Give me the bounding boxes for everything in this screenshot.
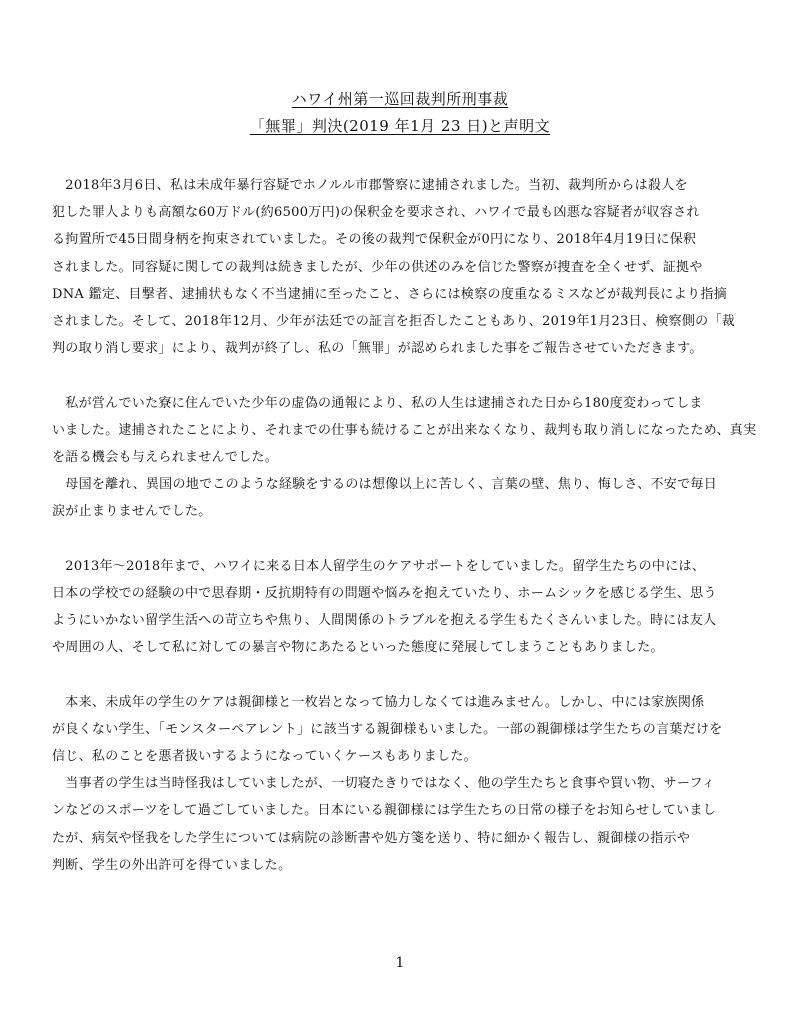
paragraph-gap [52,661,752,688]
text-line: されました。同容疑に関しての裁判は続きましたが、少年の供述のみを信じた警察が捜査を全くせず、証拠や [52,259,703,275]
paragraph-4 [52,689,752,879]
text-line: 信じ、私のことを悪者扱いするようになっていくケースもありました。 [52,748,477,764]
text-line: いました。逮捕されたことにより、それまでの仕事も続けることが出来なくなり、裁判も取り消しになったため、真実 [52,422,757,438]
title-line-1: ハワイ州第一巡回裁判所刑事裁 [291,90,509,108]
text-line: 母国を離れ、異国の地でこのような経験をするのは想像以上に苦しく、言葉の壁、焦り、悔しさ、不安で毎日 [52,477,718,493]
text-line: 判の取り消し要求」により、裁判が終了し、私の「無罪」が認められました事をご報告させていただきます。 [52,341,703,357]
text-line: 犯した罪人よりも高額な60万ドル(約6500万円)の保釈金を要求され、ハワイで最も凶悪な容疑者が収容され [52,205,700,221]
paragraph-gap [52,362,752,389]
text-line: 日本の学校での経験の中で思春期・反抗期特有の問題や悩みを抱えていたり、ホームシックを感じる学生、思う [52,585,717,601]
text-line: ンなどのスポーツをして過ごしていました。日本にいる親御様には学生たちの日常の様子をお知らせしていまし [52,803,717,819]
text-line: 当事者の学生は当時怪我はしていましたが、一切寝たきりではなく、他の学生たちと食事や買い物、サーフィ [52,776,716,792]
paragraph-1 [52,172,752,362]
text-line: る拘置所で45日間身柄を拘束されていました。その後の裁判で保釈金が0円になり、2018年4月19日に保釈 [52,232,697,248]
text-line: や周囲の人、そして私に対しての暴言や物にあたるといった態度に発展してしまうこともありました。 [52,640,664,656]
text-line: DNA 鑑定、目撃者、逮捕状もなく不当逮捕に至ったこと、さらには検察の度重なるミスなどが裁判長により指摘 [52,286,727,302]
text-line: ようにいかない留学生活への苛立ちや焦り、人間関係のトラブルを抱える学生もたくさんいました。時には友人 [52,613,717,628]
paragraph-2 [52,390,757,526]
document-body [52,172,757,879]
paragraph-gap [52,525,752,552]
paragraph-3 [52,553,752,662]
text-line: 本来、未成年の学生のケアは親御様と一枚岩となって協力しなくては進みません。しかし、中には家族関係 [52,694,705,710]
text-line: 涙が止まりませんでした。 [52,504,212,520]
text-line: されました。そして、2018年12月、少年が法廷での証言を拒否したこともあり、2019年1月23日、検察側の「裁 [52,313,736,329]
text-line: 2018年3月6日、私は未成年暴行容疑でホノルル市郡警察に逮捕されました。当初、裁判所からは殺人を [52,178,688,193]
page-number: 1 [395,955,405,971]
text-line: が良くない学生、「モンスターペアレント」に該当する親御様もいました。一部の親御様は学生たちの言葉だけを [52,721,723,737]
text-line: 2013年～2018年まで、ハワイに来る日本人留学生のケアサポートをしていました。留学生たちの中には、 [52,558,706,574]
text-line: 私が営んでいた寮に住んでいた少年の虚偽の通報により、私の人生は逮捕された日から180度変わってしま [52,395,703,411]
document-title [0,86,800,140]
text-line: たが、病気や怪我をした学生については病院の診断書や処方箋を送り、特に細かく報告し、親御様の指示や [52,830,691,846]
text-line: 判断、学生の外出許可を得ていました。 [52,857,292,873]
text-line: を語る機会も与えられませんでした。 [52,449,279,465]
title-line-2: 「無罪」判決(2019 年1月 23 日)と声明文 [249,117,551,135]
